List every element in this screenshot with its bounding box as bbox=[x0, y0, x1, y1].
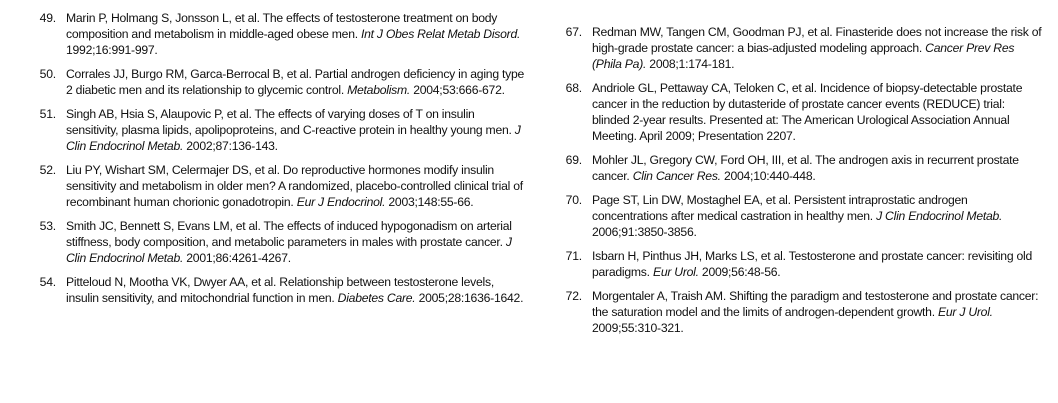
reference-item bbox=[548, 24, 1043, 72]
reference-text bbox=[66, 218, 528, 266]
journal-name: Eur J Urol. bbox=[937, 305, 993, 319]
reference-number: 50. bbox=[39, 67, 56, 81]
citation-tail: 2002;87:136-143. bbox=[183, 139, 278, 153]
reference-item bbox=[20, 274, 528, 306]
reference-number: 69. bbox=[565, 153, 582, 167]
reference-item bbox=[548, 80, 1043, 144]
journal-name: Int J Obes Relat Metab Disord. bbox=[361, 27, 521, 41]
citation-body: Mohler JL, Gregory CW, Ford OH, III, et al. The androgen axis in recurrent prostate cancer. bbox=[592, 153, 1019, 183]
reference-number: 67. bbox=[565, 25, 582, 39]
citation-tail: 2001;86:4261-4267. bbox=[183, 251, 291, 265]
citation-tail: 2003;148:55-66. bbox=[385, 195, 474, 209]
reference-text bbox=[592, 192, 1043, 240]
reference-item bbox=[20, 218, 528, 266]
citation-body: Corrales JJ, Burgo RM, Garca-Berrocal B, et al. Partial androgen deficiency in aging type 2 diabetic men and its relationship to glycemic control. bbox=[66, 67, 525, 97]
citation-body: Redman MW, Tangen CM, Goodman PJ, et al. Finasteride does not increase the risk of high-grade prostate cancer: a bias-adjusted modeling approach. bbox=[592, 25, 1042, 55]
citation-body: Isbarn H, Pinthus JH, Marks LS, et al. Testosterone and prostate cancer: revisiting old paradigms. bbox=[592, 249, 1033, 279]
reference-column-left bbox=[20, 10, 528, 314]
journal-name: Diabetes Care. bbox=[337, 291, 416, 305]
citation-body: Liu PY, Wishart SM, Celermajer DS, et al. Do reproductive hormones modify insulin sensitivity and metabolism in older men? A randomized, placebo-controlled clinical trial of recombinant human chorionic gonadotropin. bbox=[66, 163, 523, 209]
citation-tail: 2009;55:310-321. bbox=[592, 321, 684, 335]
citation-body: Smith JC, Bennett S, Evans LM, et al. The effects of induced hypogonadism on arterial stiffness, body composition, and metabolic parameters in males with prostate cancer. bbox=[66, 219, 512, 249]
citation-body: Singh AB, Hsia S, Alaupovic P, et al. The effects of varying doses of T on insulin sensitivity, plasma lipids, apolipoproteins, and C-reactive protein in healthy young men. bbox=[66, 107, 515, 137]
reference-number: 71. bbox=[565, 249, 582, 263]
reference-text bbox=[592, 248, 1043, 280]
reference-item bbox=[548, 152, 1043, 184]
reference-column-right bbox=[548, 24, 1043, 344]
citation-body: Morgentaler A, Traish AM. Shifting the paradigm and testosterone and prostate cancer: the saturation model and the limits of androgen-dependent growth. bbox=[592, 289, 1039, 319]
citation-body: Pitteloud N, Mootha VK, Dwyer AA, et al. Relationship between testosterone levels, insulin sensitivity, and mitochondrial function in men. bbox=[66, 275, 494, 305]
citation-tail: 1992;16:991-997. bbox=[66, 43, 158, 57]
journal-name: Eur Urol. bbox=[652, 265, 699, 279]
reference-number: 54. bbox=[39, 275, 56, 289]
citation-body: Andriole GL, Pettaway CA, Teloken C, et al. Incidence of biopsy-detectable prostate cancer in the reduction by dutasteride of prostate cancer events (REDUCE) trial: blinded 2-year results. Presented at: The American Urological Association Annual Meeting. April 2009; Presentation 2207. bbox=[592, 81, 1023, 143]
citation-tail: 2004;10:440-448. bbox=[720, 169, 816, 183]
journal-name: Cancer Prev Res (Phila Pa). bbox=[592, 41, 1015, 71]
reference-text bbox=[66, 10, 528, 58]
reference-item bbox=[20, 106, 528, 154]
reference-text bbox=[66, 162, 528, 210]
citation-body: Marin P, Holmang S, Jonsson L, et al. The effects of testosterone treatment on body composition and metabolism in middle-aged obese men. bbox=[66, 11, 498, 41]
reference-text bbox=[592, 152, 1043, 184]
citation-tail: 2009;56:48-56. bbox=[698, 265, 781, 279]
citation-body: Page ST, Lin DW, Mostaghel EA, et al. Persistent intraprostatic androgen concentrations after medical castration in healthy men. bbox=[592, 193, 968, 223]
journal-name: J Clin Endocrinol Metab. bbox=[876, 209, 1003, 223]
reference-text bbox=[592, 80, 1043, 144]
citation-tail: 2006;91:3850-3856. bbox=[592, 225, 697, 239]
journal-name: J Clin Endocrinol Metab. bbox=[66, 123, 521, 153]
reference-text bbox=[592, 24, 1043, 72]
journal-name: Eur J Endocrinol. bbox=[296, 195, 386, 209]
reference-text bbox=[66, 66, 528, 98]
reference-number: 68. bbox=[565, 81, 582, 95]
reference-text bbox=[592, 288, 1043, 336]
reference-number: 52. bbox=[39, 163, 56, 177]
reference-number: 72. bbox=[565, 289, 582, 303]
reference-item bbox=[20, 162, 528, 210]
reference-item bbox=[20, 10, 528, 58]
reference-item bbox=[548, 192, 1043, 240]
reference-number: 49. bbox=[39, 11, 56, 25]
reference-item bbox=[548, 288, 1043, 336]
reference-item bbox=[548, 248, 1043, 280]
reference-item bbox=[20, 66, 528, 98]
citation-tail: 2005;28:1636-1642. bbox=[415, 291, 524, 305]
journal-name: Clin Cancer Res. bbox=[632, 169, 721, 183]
reference-text bbox=[66, 274, 528, 306]
reference-number: 70. bbox=[565, 193, 582, 207]
journal-name: Metabolism. bbox=[347, 83, 411, 97]
citation-tail: 2004;53:666-672. bbox=[410, 83, 505, 97]
reference-number: 53. bbox=[39, 219, 56, 233]
journal-name: J Clin Endocrinol Metab. bbox=[66, 235, 512, 265]
reference-number: 51. bbox=[39, 107, 56, 121]
citation-tail: 2008;1:174-181. bbox=[646, 57, 735, 71]
reference-text bbox=[66, 106, 528, 154]
